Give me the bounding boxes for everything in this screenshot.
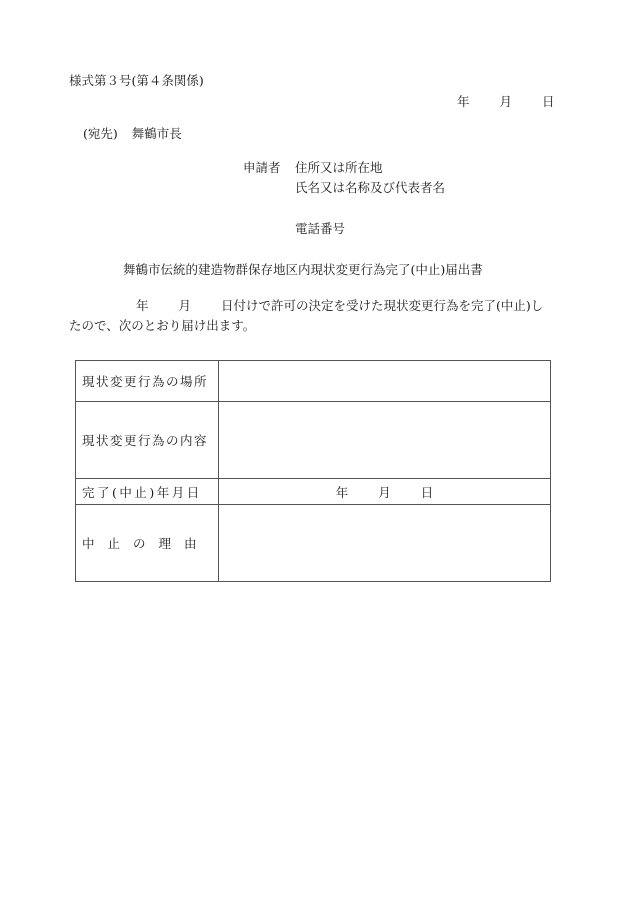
content-label: 現状変更行為の内容 [76,402,219,479]
completion-month: 月 [378,484,391,500]
reason-field[interactable] [219,505,551,582]
completion-day: 日 [420,484,434,500]
completion-year: 年 [335,484,349,500]
notification-table [75,360,551,582]
applicant-phone: 電話番号 [295,221,346,236]
addressee-label: (宛先) [83,126,118,141]
body-line-1 [136,298,543,314]
body-line-2: たので、次のとおり届け出ます。 [69,318,256,333]
addressee-name: 舞鶴市長 [131,126,182,141]
location-label: 現状変更行為の場所 [76,361,219,402]
content-field[interactable] [219,402,551,479]
document-title: 舞鶴市伝統的建造物群保存地区内現状変更行為完了(中止)届出書 [123,262,483,277]
form-number: 様式第３号(第４条関係) [69,73,204,88]
body-month: 月 [178,298,192,313]
submission-date [457,94,555,110]
completion-date-field[interactable] [219,479,551,505]
table-row-location [76,361,551,402]
applicant-address: 住所又は所在地 [295,160,383,175]
body-year: 年 [136,298,149,313]
table-row-completion-date [76,479,551,505]
body-line1-rest: 日付けで許可の決定を受けた現状変更行為を完了(中止)し [221,298,544,313]
table-row-content [76,402,551,479]
date-day: 日 [542,94,555,109]
completion-date-label: 完了(中止)年月日 [76,479,219,505]
applicant-name: 氏名又は名称及び代表者名 [295,180,446,195]
reason-label: 中止の理由 [76,505,219,582]
applicant-label: 申請者 [243,160,281,175]
table-row-reason [76,505,551,582]
date-month: 月 [499,94,513,109]
location-field[interactable] [219,361,551,402]
date-year: 年 [457,94,470,109]
addressee [83,126,182,142]
